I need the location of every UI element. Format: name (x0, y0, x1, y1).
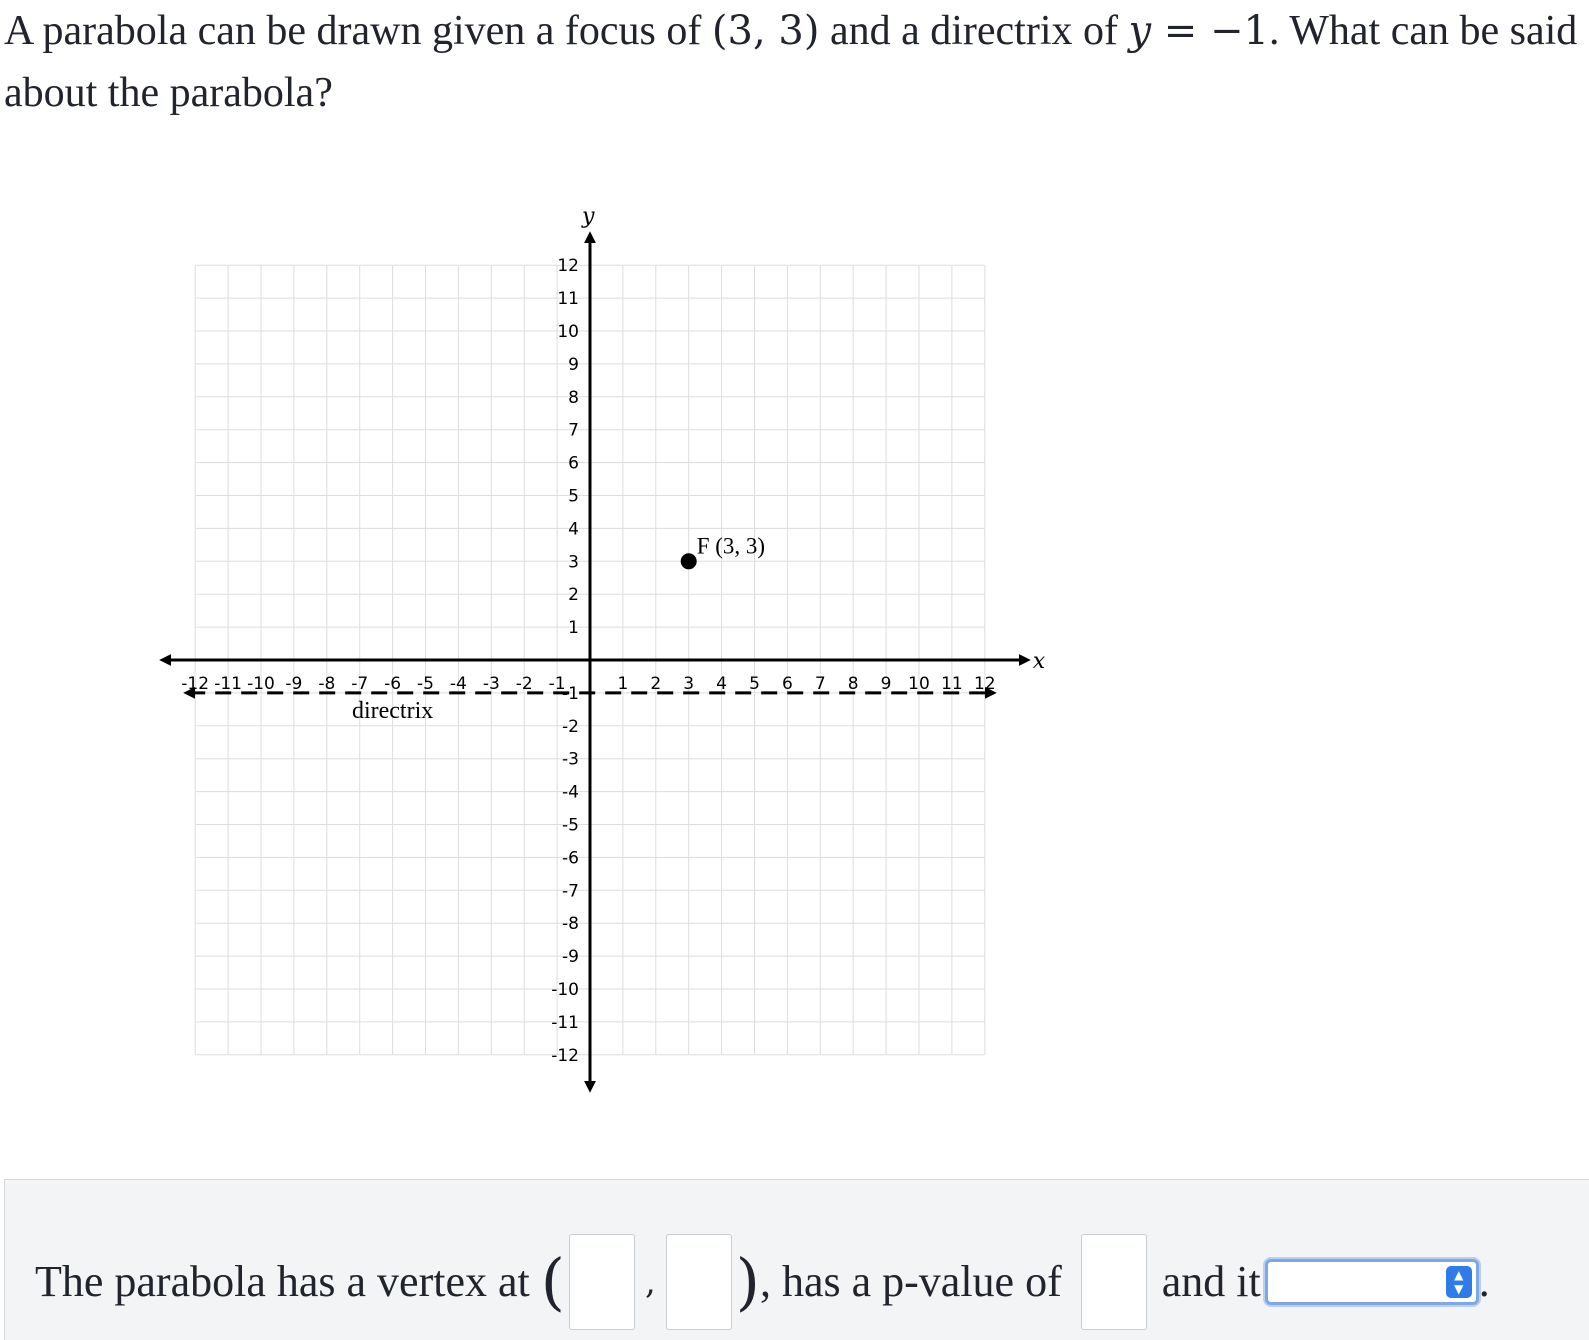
x-tick-label: 11 (941, 674, 963, 694)
question-part-2: and a directrix of (819, 8, 1129, 54)
x-tick-label: 8 (847, 674, 859, 694)
x-tick-label: -7 (351, 674, 369, 694)
y-tick-label: -3 (562, 749, 579, 770)
y-tick-label: -7 (562, 881, 579, 902)
vertex-x-input[interactable] (569, 1234, 635, 1330)
y-tick-label: -12 (551, 1045, 579, 1066)
y-tick-label: -9 (562, 947, 579, 968)
vertex-y-input[interactable] (666, 1234, 732, 1330)
y-tick-label: 11 (557, 289, 579, 310)
x-tick-label: 10 (908, 674, 930, 694)
y-axis-label: y (582, 204, 595, 230)
directrix-var: y (1128, 8, 1152, 54)
y-tick-label: -11 (551, 1012, 579, 1033)
sentence-period: . (1478, 1256, 1490, 1306)
y-tick-label: -10 (551, 980, 579, 1000)
open-paren: ( (540, 1244, 565, 1318)
y-tick-label: -6 (562, 848, 579, 869)
and-it-text: and it (1150, 1256, 1261, 1306)
x-tick-label: -3 (482, 674, 500, 694)
focus-math: (3, 3) (711, 8, 820, 54)
y-tick-label: -4 (562, 782, 579, 803)
y-tick-label: -5 (562, 815, 579, 836)
x-tick-label: -12 (181, 674, 210, 694)
question-part-3: . What can be said about the parabola? (4, 8, 1578, 116)
focus-label: F (3, 3) (696, 533, 766, 559)
y-tick-label: 7 (568, 420, 579, 441)
vertex-comma: , (644, 1261, 656, 1302)
x-tick-label: -5 (417, 674, 434, 694)
y-tick-label: 4 (568, 519, 579, 540)
x-axis-label: x (1032, 649, 1046, 674)
x-tick-label: 5 (749, 674, 760, 694)
question-text (4, 0, 1579, 124)
direction-select[interactable] (1265, 1259, 1479, 1305)
x-tick-label: 3 (683, 674, 695, 694)
x-tick-label: -10 (247, 674, 275, 694)
y-tick-label: -1 (562, 683, 579, 704)
y-tick-label: 12 (557, 256, 579, 277)
question-part-1: A parabola can be drawn given a focus of (4, 8, 712, 54)
up-down-arrows-icon[interactable]: ▲ ▼ (1446, 1266, 1472, 1298)
answer-area (4, 1179, 1589, 1340)
y-tick-label: 10 (557, 322, 579, 342)
y-tick-label: 9 (568, 354, 579, 375)
directrix-equation: = −1 (1151, 8, 1270, 54)
close-paren: ) (735, 1244, 760, 1318)
axes (165, 204, 1046, 1087)
x-tick-label: -11 (214, 674, 242, 694)
y-tick-label: 6 (568, 453, 579, 474)
x-tick-label: 1 (617, 674, 629, 694)
y-tick-label: 5 (568, 486, 579, 507)
x-tick-label: -4 (449, 674, 467, 694)
directrix-label: directrix (351, 697, 434, 724)
x-tick-label: -2 (515, 674, 533, 694)
y-tick-label: 3 (568, 552, 579, 573)
focus-point (681, 553, 697, 569)
y-tick-label: 2 (568, 585, 579, 606)
x-tick-label: 6 (781, 674, 793, 694)
y-tick-label: 1 (568, 618, 579, 639)
y-tick-label: -2 (562, 716, 579, 737)
x-tick-label: -9 (285, 674, 303, 694)
x-tick-label: 2 (650, 674, 662, 694)
answer-sentence (35, 1228, 1490, 1328)
coordinate-graph (0, 190, 1100, 1110)
x-tick-label: 4 (716, 674, 728, 694)
p-value-input[interactable] (1081, 1234, 1147, 1330)
x-tick-label: -6 (384, 674, 402, 694)
x-tick-label: -1 (548, 674, 566, 694)
x-tick-label: 12 (973, 674, 996, 694)
x-tick-label: 9 (880, 674, 892, 694)
x-tick-label: -8 (318, 674, 336, 694)
y-tick-label: -8 (562, 914, 579, 935)
y-tick-label: 8 (568, 387, 579, 408)
pvalue-text: , has a p-value of (759, 1256, 1073, 1306)
vertex-text: The parabola has a vertex at (35, 1256, 541, 1306)
x-tick-label: 7 (814, 674, 826, 694)
